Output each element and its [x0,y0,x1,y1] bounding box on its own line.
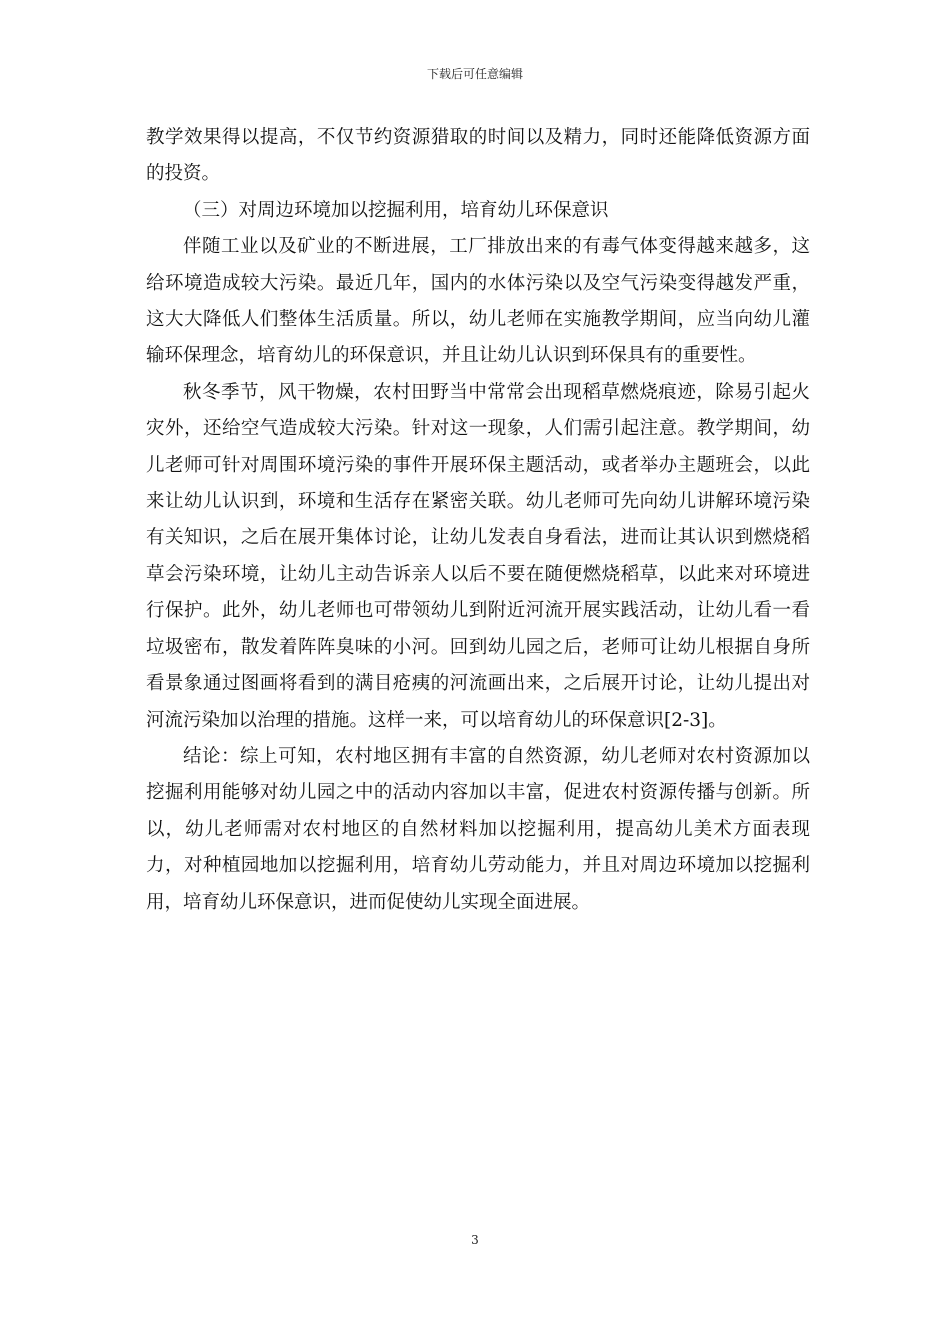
paragraph: 伴随工业以及矿业的不断进展，工厂排放出来的有毒气体变得越来越多，这给环境造成较大污染。最近几年，国内的水体污染以及空气污染变得越发严重，这大大降低人们整体生活质量。所以，幼儿老师在实施教学期间，应当向幼儿灌输环保理念，培育幼儿的环保意识，并且让幼儿认识到环保具有的重要性。 [146,236,810,367]
section-heading: （三）对周边环境加以挖掘利用，培育幼儿环保意识 [183,199,609,221]
paragraph-continued: 教学效果得以提高，不仅节约资源猎取的时间以及精力，同时还能降低资源方面的投资。 [146,127,810,185]
page-number: 3 [471,1233,479,1247]
conclusion-paragraph: 结论：综上可知，农村地区拥有丰富的自然资源，幼儿老师对农村资源加以挖掘利用能够对幼儿园之中的活动内容加以丰富，促进农村资源传播与创新。所以，幼儿老师需对农村地区的自然材料加以挖掘利用，提高幼儿美术方面表现力，对种植园地加以挖掘利用，培育幼儿劳动能力，并且对周边环境加以挖掘利用，培育幼儿环保意识，进而促使幼儿实现全面进展。 [146,745,810,913]
page-header: 下载后可任意编辑 [426,67,523,81]
document-body [146,120,810,921]
paragraph: 秋冬季节，风干物燥，农村田野当中常常会出现稻草燃烧痕迹，除易引起火灾外，还给空气造成较大污染。针对这一现象，人们需引起注意。教学期间，幼儿老师可针对周围环境污染的事件开展环保主题活动，或者举办主题班会，以此来让幼儿认识到，环境和生活存在紧密关联。幼儿老师可先向幼儿讲解环境污染有关知识，之后在展开集体讨论，让幼儿发表自身看法，进而让其认识到燃烧稻草会污染环境，让幼儿主动告诉亲人以后不要在随便燃烧稻草，以此来对环境进行保护。此外，幼儿老师也可带领幼儿到附近河流开展实践活动，让幼儿看一看垃圾密布，散发着阵阵臭味的小河。回到幼儿园之后，老师可让幼儿根据自身所看景象通过图画将看到的满目疮痍的河流画出来，之后展开讨论，让幼儿提出对河流污染加以治理的措施。这样一来，可以培育幼儿的环保意识[2-3]。 [146,381,810,731]
